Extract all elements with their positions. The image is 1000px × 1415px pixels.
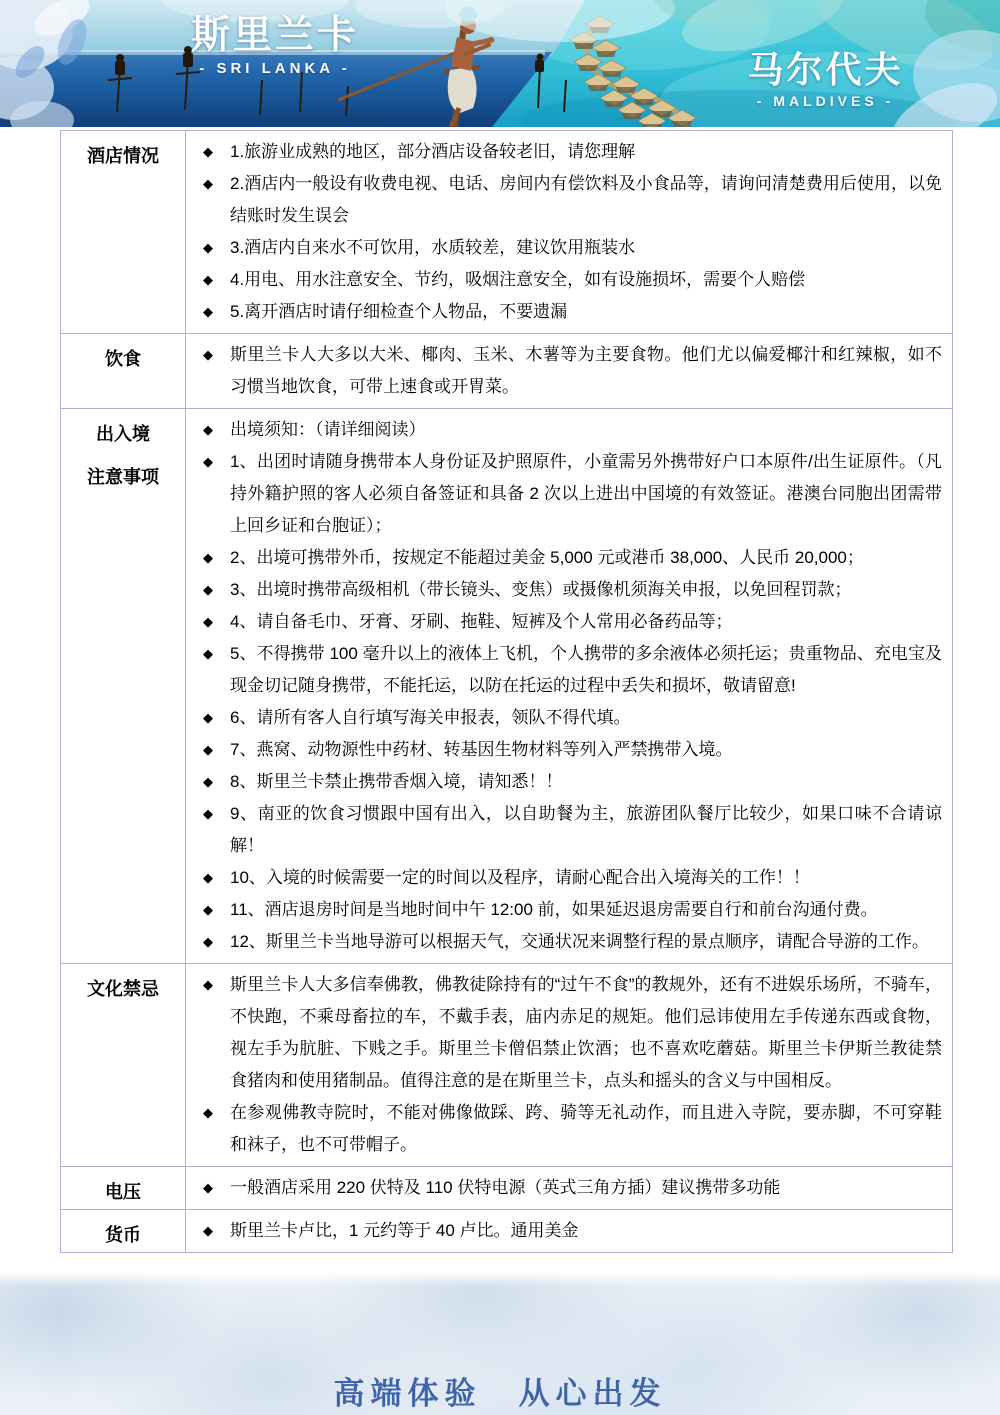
row-label-text: 电压: [105, 1182, 141, 1202]
notice-item: [186, 1172, 942, 1204]
row-label-text: 文化禁忌: [87, 979, 159, 999]
diamond-bullet-icon: ◆: [203, 977, 213, 992]
notice-item: [186, 296, 942, 328]
row-content-voltage: [186, 1167, 953, 1210]
table-row-currency: [61, 1210, 953, 1253]
notice-item-text: 7、燕窝、动物源性中药材、转基因生物材料等列入严禁携带入境。: [230, 740, 733, 759]
destination-right-subtitle: - MALDIVES -: [756, 92, 895, 109]
notice-item-text: 出境须知：（请详细阅读）: [230, 420, 426, 439]
notice-item-text: 6、请所有客人自行填写海关申报表，领队不得代填。: [230, 708, 631, 727]
diamond-bullet-icon: ◆: [203, 1180, 213, 1195]
row-label-culture: [61, 964, 186, 1167]
row-label-text: 出入境: [96, 424, 150, 444]
destination-right-title: 马尔代夫: [747, 50, 904, 90]
diamond-bullet-icon: ◆: [203, 582, 213, 597]
diamond-bullet-icon: ◆: [203, 272, 213, 287]
notice-item-text: 9、南亚的饮食习惯跟中国有出入，以自助餐为主，旅游团队餐厅比较少，如果口味不合请谅解！: [230, 804, 942, 855]
diamond-bullet-icon: ◆: [203, 742, 213, 757]
notice-item-text: 2、出境可携带外币，按规定不能超过美金 5,000 元或港币 38,000、人民币 20,000；: [230, 548, 864, 567]
notice-item-text: 5、不得携带 100 毫升以上的液体上飞机，个人携带的多余液体必须托运；贵重物品、充电宝及现金切记随身携带，不能托运，以防在托运的过程中丢失和损坏，敬请留意!: [230, 644, 942, 695]
row-content-culture: [186, 964, 953, 1167]
notice-item: [186, 702, 942, 734]
diamond-bullet-icon: ◆: [203, 902, 213, 917]
table-row-food: [61, 334, 953, 409]
row-label-text: 酒店情况: [87, 146, 159, 166]
notice-item: [186, 926, 942, 958]
diamond-bullet-icon: ◆: [203, 1105, 213, 1120]
diamond-bullet-icon: ◆: [203, 614, 213, 629]
notice-item-text: 12、斯里兰卡当地导游可以根据天气，交通状况来调整行程的景点顺序，请配合导游的工作。: [230, 932, 929, 951]
notice-item-text: 1、出团时请随身携带本人身份证及护照原件，小童需另外携带好户口本原件/出生证原件。（凡持外籍护照的客人必须自备签证和具备 2 次以上进出中国境的有效签证。港澳台同胞出团需带上回乡证和台胞证）；: [230, 452, 942, 535]
diamond-bullet-icon: ◆: [203, 144, 213, 159]
notice-item-text: 2.酒店内一般设有收费电视、电话、房间内有偿饮料及小食品等，请询问清楚费用后使用，以免结账时发生误会: [230, 174, 942, 225]
destination-left-subtitle: - SRI LANKA -: [199, 59, 351, 77]
diamond-bullet-icon: ◆: [203, 934, 213, 949]
diamond-bullet-icon: ◆: [203, 454, 213, 469]
diamond-bullet-icon: ◆: [203, 240, 213, 255]
notice-item: [186, 542, 942, 574]
table-row-hotel: [61, 131, 953, 334]
notice-item-text: 4、请自备毛巾、牙膏、牙刷、拖鞋、短裤及个人常用必备药品等；: [230, 612, 733, 631]
notice-item-text: 1.旅游业成熟的地区，部分酒店设备较老旧，请您理解: [230, 142, 636, 161]
notice-item: [186, 969, 942, 1097]
row-label-hotel: [61, 131, 186, 334]
table-row-culture: [61, 964, 953, 1167]
diamond-bullet-icon: ◆: [203, 176, 213, 191]
diamond-bullet-icon: ◆: [203, 870, 213, 885]
notice-item-text: 3.酒店内自来水不可饮用，水质较差，建议饮用瓶装水: [230, 238, 636, 257]
destination-right: [733, 52, 918, 109]
row-content-immigration: [186, 409, 953, 964]
notice-item: [186, 862, 942, 894]
row-content-food: [186, 334, 953, 409]
travel-notice-table: [60, 130, 953, 1253]
footer-slogan: 高端体验 从心出发: [333, 1376, 667, 1412]
diamond-bullet-icon: ◆: [203, 422, 213, 437]
notice-item: [186, 1097, 942, 1161]
notice-item: [186, 734, 942, 766]
notice-item-text: 3、出境时携带高级相机（带长镜头、变焦）或摄像机须海关申报，以免回程罚款；: [230, 580, 852, 599]
notice-item-text: 斯里兰卡卢比，1 元约等于 40 卢比。通用美金: [230, 1221, 579, 1240]
destination-left: [185, 16, 365, 77]
table-row-voltage: [61, 1167, 953, 1210]
notice-item: [186, 606, 942, 638]
notice-item: [186, 232, 942, 264]
diamond-bullet-icon: ◆: [203, 646, 213, 661]
row-content-hotel: [186, 131, 953, 334]
notice-item: [186, 638, 942, 702]
notice-item-text: 斯里兰卡人大多信奉佛教，佛教徒除持有的“过午不食”的教规外，还有不进娱乐场所，不骑车，不快跑，不乘母畜拉的车，不戴手表，庙内赤足的规矩。他们忌讳使用左手传递东西或食物，视左手为肮脏、下贱之手。斯里兰卡僧侣禁止饮酒；也不喜欢吃蘑菇。斯里兰卡伊斯兰教徒禁食猪肉和使用猪制品。值得注意的是在斯里兰卡，点头和摇头的含义与中国相反。: [230, 975, 942, 1090]
header-banner: [0, 0, 1000, 127]
notice-item: [186, 1215, 942, 1247]
notice-item-text: 4.用电、用水注意安全、节约，吸烟注意安全，如有设施损坏，需要个人赔偿: [230, 270, 806, 289]
row-content-currency: [186, 1210, 953, 1253]
notice-item: [186, 414, 942, 446]
diamond-bullet-icon: ◆: [203, 347, 213, 362]
row-label-text: 注意事项: [87, 467, 159, 487]
notice-item: [186, 264, 942, 296]
notice-item: [186, 446, 942, 542]
row-label-food: [61, 334, 186, 409]
table-row-immigration: [61, 409, 953, 964]
notice-item-text: 斯里兰卡人大多以大米、椰肉、玉米、木薯等为主要食物。他们尤以偏爱椰汁和红辣椒，如不习惯当地饮食，可带上速食或开胃菜。: [230, 345, 942, 396]
diamond-bullet-icon: ◆: [203, 806, 213, 821]
notice-item: [186, 339, 942, 403]
row-label-voltage: [61, 1167, 186, 1210]
row-label-currency: [61, 1210, 186, 1253]
diamond-bullet-icon: ◆: [203, 774, 213, 789]
notice-item-text: 10、入境的时候需要一定的时间以及程序，请耐心配合出入境海关的工作！！: [230, 868, 810, 887]
destination-left-title: 斯里兰卡: [190, 14, 359, 57]
notice-item-text: 在参观佛教寺院时，不能对佛像做踩、跨、骑等无礼动作，而且进入寺院，要赤脚，不可穿鞋和袜子，也不可带帽子。: [230, 1103, 942, 1154]
diamond-bullet-icon: ◆: [203, 710, 213, 725]
notice-item: [186, 766, 942, 798]
row-label-text: 饮食: [105, 349, 141, 369]
row-label-immigration: [61, 409, 186, 964]
notice-item-text: 5.离开酒店时请仔细检查个人物品，不要遗漏: [230, 302, 568, 321]
diamond-bullet-icon: ◆: [203, 550, 213, 565]
diamond-bullet-icon: ◆: [203, 304, 213, 319]
notice-item: [186, 136, 942, 168]
notice-item: [186, 168, 942, 232]
notice-item: [186, 894, 942, 926]
notice-item-text: 8、斯里兰卡禁止携带香烟入境，请知悉！！: [230, 772, 563, 791]
notice-item-text: 11、酒店退房时间是当地时间中午 12:00 前，如果延迟退房需要自行和前台沟通付费。: [230, 900, 878, 919]
notice-item-text: 一般酒店采用 220 伏特及 110 伏特电源（英式三角方插）建议携带多功能: [230, 1178, 781, 1197]
row-label-text: 货币: [105, 1225, 141, 1245]
footer-banner: [0, 1272, 1000, 1415]
notice-item: [186, 574, 942, 606]
notice-item: [186, 798, 942, 862]
diamond-bullet-icon: ◆: [203, 1223, 213, 1238]
